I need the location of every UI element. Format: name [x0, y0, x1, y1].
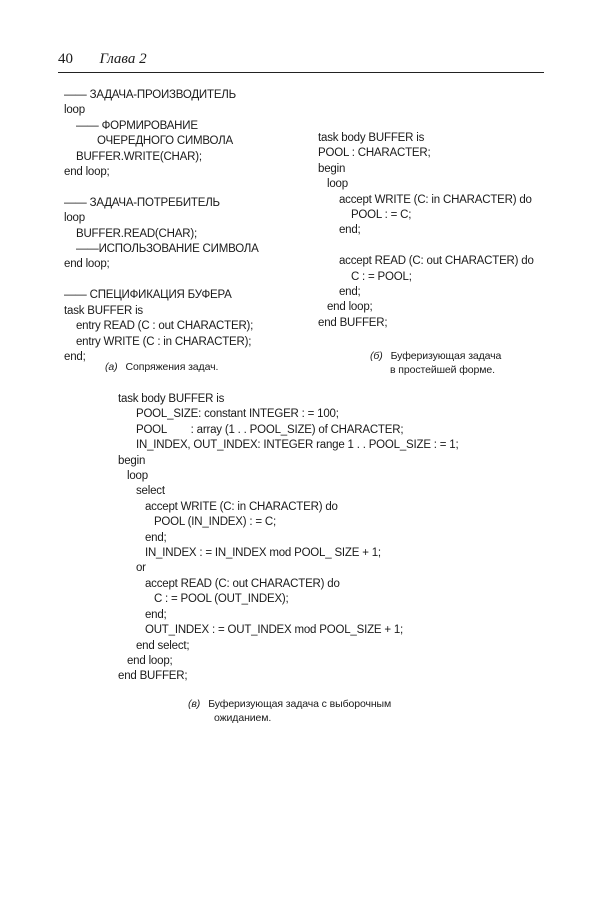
code-line: task body BUFFER is — [118, 393, 225, 405]
code-line: loop — [318, 178, 348, 191]
code-line: task body BUFFER is — [318, 132, 425, 144]
code-listing-c — [118, 392, 459, 685]
caption-b — [370, 349, 501, 377]
code-line: entry READ (C : out CHARACTER); — [64, 320, 254, 333]
code-line: C : = POOL (OUT_INDEX); — [118, 593, 289, 606]
code-line: accept READ (C: out CHARACTER) do — [118, 577, 340, 590]
code-line: end; — [118, 608, 167, 621]
caption-text: Сопряжения задач. — [125, 361, 219, 373]
code-line: ОЧЕРЕДНОГО СИМВОЛА — [64, 135, 233, 148]
code-line: end; — [318, 286, 361, 299]
code-line: end loop; — [318, 301, 373, 314]
code-line: IN_INDEX : = IN_INDEX mod POOL_ SIZE + 1; — [118, 547, 381, 560]
caption-a — [105, 360, 218, 374]
code-line — [64, 273, 259, 288]
header-rule — [58, 72, 544, 73]
code-line: entry WRITE (C : in CHARACTER); — [64, 335, 252, 348]
caption-letter: (в) — [188, 698, 201, 710]
caption-text: ожиданием. — [214, 712, 272, 724]
caption-c — [188, 697, 391, 725]
code-line: end; — [64, 350, 86, 363]
code-line: loop — [64, 212, 85, 225]
code-line: or — [118, 562, 146, 575]
code-line: —— ЗАДАЧА-ПОТРЕБИТЕЛЬ — [64, 196, 220, 209]
code-line: ——ИСПОЛЬЗОВАНИЕ СИМВОЛА — [64, 243, 259, 256]
code-line: —— СПЕЦИФИКАЦИЯ БУФЕРА — [64, 289, 232, 302]
code-line: POOL : CHARACTER; — [318, 147, 431, 160]
caption-letter: (б) — [370, 350, 383, 362]
caption-text: Буферизующая задача с выборочным — [208, 698, 392, 710]
code-line: end loop; — [64, 258, 110, 271]
code-line: OUT_INDEX : = OUT_INDEX mod POOL_SIZE + 1; — [118, 624, 404, 637]
code-line: —— ФОРМИРОВАНИЕ — [64, 119, 198, 132]
code-listing-a — [64, 88, 259, 365]
code-line: BUFFER.READ(CHAR); — [64, 227, 197, 240]
code-line: end BUFFER; — [118, 670, 188, 683]
code-line: end loop; — [118, 654, 173, 667]
code-listing-b — [318, 131, 534, 331]
code-line: accept WRITE (C: in CHARACTER) do — [318, 193, 532, 206]
chapter-title: Глава 2 — [99, 51, 147, 67]
code-line: loop — [64, 104, 85, 117]
code-line: end BUFFER; — [318, 316, 388, 329]
code-line: IN_INDEX, OUT_INDEX: INTEGER range 1 . . POOL_SIZE : = 1; — [118, 439, 459, 452]
code-line: —— ЗАДАЧА-ПРОИЗВОДИТЕЛЬ — [64, 89, 236, 101]
code-line: POOL : = C; — [318, 209, 412, 222]
code-line: task BUFFER is — [64, 304, 143, 317]
code-line: begin — [318, 162, 346, 175]
code-line — [64, 180, 259, 195]
code-line: end select; — [118, 639, 190, 652]
page-header — [58, 50, 546, 68]
code-line — [318, 239, 534, 254]
page-number: 40 — [58, 51, 73, 67]
code-line: select — [118, 485, 165, 498]
code-line: POOL (IN_INDEX) : = C; — [118, 516, 276, 529]
code-line: POOL_SIZE: constant INTEGER : = 100; — [118, 408, 339, 421]
caption-letter: (a) — [105, 361, 118, 373]
caption-text: Буферизующая задача — [390, 350, 502, 362]
code-line: BUFFER.WRITE(CHAR); — [64, 150, 202, 163]
caption-text: в простейшей форме. — [390, 364, 495, 376]
code-line: accept WRITE (C: in CHARACTER) do — [118, 500, 338, 513]
code-line: begin — [118, 454, 146, 467]
code-line: POOL : array (1 . . POOL_SIZE) of CHARACTER; — [118, 423, 404, 436]
code-line: end; — [118, 531, 167, 544]
code-line: end loop; — [64, 166, 110, 179]
code-line: C : = POOL; — [318, 270, 412, 283]
code-line: end; — [318, 224, 361, 237]
code-line: loop — [118, 470, 148, 483]
code-line: accept READ (C: out CHARACTER) do — [318, 255, 534, 268]
